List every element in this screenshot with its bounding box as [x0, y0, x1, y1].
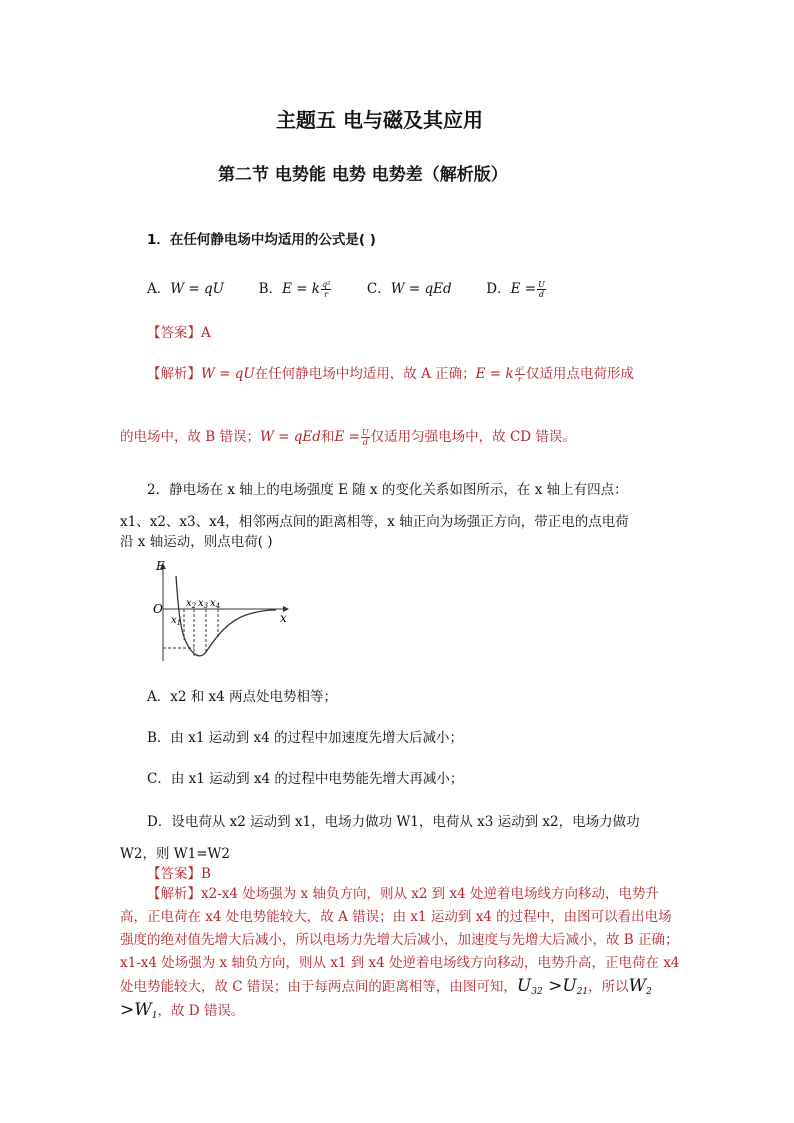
question-2-stem-line-2: x1、x2、x3、x4，相邻两点间的距离相等，x 轴正向为场强正方向，带正电的点电荷 — [120, 514, 629, 530]
analysis-formula: W = qEd — [260, 429, 321, 445]
analysis-text: ，所以 — [588, 979, 629, 995]
analysis-text: 仅适用匀强电场中，故 CD 错误。 — [370, 429, 576, 445]
question-2-stem-line-1: 2．静电场在 x 轴上的电场强度 E 随 x 的变化关系如图所示，在 x 轴上有四点： — [147, 482, 628, 498]
analysis-text: 在任何静电场中均适用，故 A 正确； — [254, 366, 476, 382]
option-b-fraction: $\frac{\text{q²}}{r}$ — [322, 280, 331, 299]
question-1-options — [147, 277, 547, 299]
option-c-label: C． — [366, 281, 391, 297]
x1-label: $x_1$ — [171, 615, 182, 627]
x3-label: $x_3$ — [198, 598, 209, 610]
analysis-text: ，故 D 错误。 — [157, 1003, 245, 1019]
option-d-formula: E = — [510, 281, 537, 297]
question-2-option-d-line-1: D．设电荷从 x2 运动到 x1，电场力做功 W1，电荷从 x3 运动到 x2，电场力做功 — [147, 814, 640, 830]
y-axis-label: E — [156, 560, 165, 573]
question-2-option-b: B．由 x1 运动到 x4 的过程中加速度先增大后减小； — [147, 730, 463, 746]
option-a-label: A． — [147, 281, 171, 297]
analysis-fraction: $\frac{U}{d}$ — [361, 428, 369, 447]
w2-symbol: $W_2 >W_1$ — [120, 976, 652, 1021]
field-strength-graph — [146, 560, 296, 665]
question-2-option-c: C．由 x1 运动到 x4 的过程中电势能先增大再减小； — [147, 771, 464, 787]
analysis-fraction: $\frac{\text{q²}}{r}$ — [515, 365, 524, 384]
analysis-formula: E = — [334, 429, 360, 445]
question-2-option-d-line-2: W2，则 W1=W2 — [120, 846, 230, 862]
question-2-answer — [147, 862, 211, 882]
analysis-tag: 【解析】 — [147, 886, 201, 902]
option-c-formula: W = qEd — [390, 281, 452, 297]
answer-value: A — [201, 325, 211, 341]
question-1-analysis-line-2 — [120, 425, 576, 447]
answer-tag: 【答案】 — [147, 866, 201, 882]
section-title: 第二节 电势能 电势 电势差（解析版） — [218, 165, 508, 185]
option-d-label: D． — [486, 281, 511, 297]
question-1-stem: 1．在任何静电场中均适用的公式是( ) — [147, 232, 376, 248]
option-b-formula: E = k — [282, 281, 320, 297]
origin-label: O — [153, 602, 163, 616]
analysis-text: x2-x4 处场强为 x 轴负方向，则从 x2 到 x4 处逆着电场线方向移动，电势升高，正电荷在 x4 处电势能较大，故 A 错误；由 x1 运动到 x4 的过程中，由图可以看出电场强度的绝对值先增大后减小，所以电场力先增大后减小，加速度与先增大后减小，故 B 正确；x1-x4 处场强为 x 轴负方向，则从 x1 到 x4 处逆着电场线方向移动，电势升高，正电荷在 x4 处电势能较大，故 C 错误；由于每两点间的距离相等，由图可知， — [120, 886, 680, 995]
question-2-stem-line-3: 沿 x 轴运动，则点电荷( ) — [120, 534, 273, 550]
x4-label: $x_4$ — [210, 598, 221, 610]
analysis-tag: 【解析】 — [147, 366, 201, 382]
analysis-formula: W = qU — [201, 366, 255, 382]
option-d-fraction: $\frac{U}{d}$ — [538, 280, 545, 299]
field-curve — [176, 576, 276, 656]
option-a-formula: W = qU — [170, 281, 225, 297]
answer-tag: 【答案】 — [147, 325, 201, 341]
answer-value: B — [201, 866, 211, 882]
question-2-option-a: A．x2 和 x4 两点处电势相等； — [147, 689, 338, 705]
question-1-analysis-line-1 — [147, 362, 634, 384]
option-b-label: B． — [258, 281, 283, 297]
analysis-formula: E = k — [475, 366, 514, 382]
question-2-analysis — [120, 883, 680, 1023]
analysis-text: 仅适用点电荷形成 — [525, 366, 634, 382]
x-axis-label: x — [280, 611, 287, 625]
u32-symbol: $U_{32} >U_{21}$ — [516, 976, 589, 997]
analysis-text: 的电场中，故 B 错误； — [120, 429, 261, 445]
analysis-text: 和 — [320, 429, 335, 445]
x2-label: $x_2$ — [186, 598, 197, 610]
page-title: 主题五 电与磁及其应用 — [276, 108, 483, 132]
question-1-answer — [147, 321, 211, 341]
